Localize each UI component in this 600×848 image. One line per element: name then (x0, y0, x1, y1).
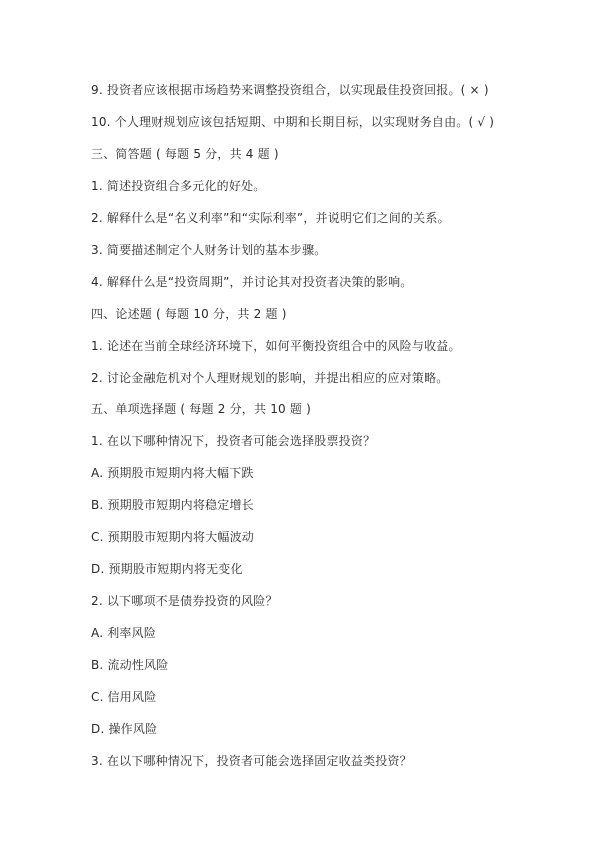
choice-question-1: 1. 在以下哪种情况下，投资者可能会选择股票投资？ (91, 434, 376, 448)
choice-question-2: 2. 以下哪项不是债券投资的风险？ (91, 594, 278, 608)
choice-q1-option-d: D. 预期股市短期内将无变化 (91, 562, 243, 576)
choice-q1-option-b: B. 预期股市短期内将稳定增长 (91, 498, 254, 512)
section-heading-short-answer: 三、简答题 ( 每题 5 分，共 4 题 ) (91, 147, 279, 161)
choice-q2-option-c: C. 信用风险 (91, 690, 157, 704)
choice-q2-option-a: A. 利率风险 (91, 626, 157, 640)
judgment-item-10: 10. 个人理财规划应该包括短期、中期和长期目标，以实现财务自由。( √ ) (91, 115, 495, 129)
short-answer-item-1: 1. 简述投资组合多元化的好处。 (91, 179, 266, 193)
section-heading-single-choice: 五、单项选择题 ( 每题 2 分，共 10 题 ) (91, 402, 311, 416)
short-answer-item-2: 2. 解释什么是“名义利率”和“实际利率”，并说明它们之间的关系。 (91, 211, 450, 225)
essay-item-2: 2. 讨论金融危机对个人理财规划的影响，并提出相应的应对策略。 (91, 371, 449, 385)
essay-item-1: 1. 论述在当前全球经济环境下，如何平衡投资组合中的风险与收益。 (91, 339, 461, 353)
choice-q2-option-b: B. 流动性风险 (91, 658, 169, 672)
short-answer-item-4: 4. 解释什么是“投资周期”，并讨论其对投资者决策的影响。 (91, 275, 413, 289)
choice-question-3: 3. 在以下哪种情况下，投资者可能会选择固定收益类投资？ (91, 754, 412, 768)
section-heading-essay: 四、论述题 ( 每题 10 分，共 2 题 ) (91, 307, 287, 321)
short-answer-item-3: 3. 简要描述制定个人财务计划的基本步骤。 (91, 243, 327, 257)
choice-q1-option-a: A. 预期股市短期内将大幅下跌 (91, 466, 254, 480)
judgment-item-9: 9. 投资者应该根据市场趋势来调整投资组合，以实现最佳投资回报。( × ) (91, 83, 489, 97)
choice-q1-option-c: C. 预期股市短期内将大幅波动 (91, 530, 255, 544)
choice-q2-option-d: D. 操作风险 (91, 722, 158, 736)
